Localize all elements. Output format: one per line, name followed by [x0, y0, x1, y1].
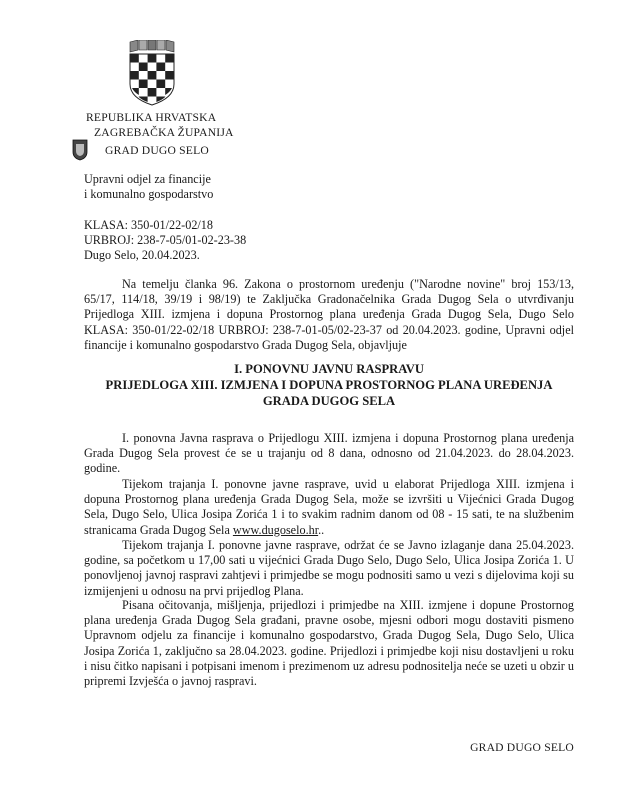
intro-paragraph: Na temelju članka 96. Zakona o prostornom uređenju ("Narodne novine" broj 153/13, 65/17, 114/18, 39/19 i 98/19) te Zaključka Gradonačelnika Grada Dugog Sela o utvrđivanju Prijedloga XIII. izmjena i dopuna Prostornog plana uređenja Grada Dugog Sela, Dugo Selo KLASA: 350-01/22-02/18 URBROJ: 238-7-01-05/02-23-37 od 20.04.2023. godine, Upravni odjel financije i komunalno gospodarstvo Grada Dugog Sela, objavljuje [84, 277, 574, 352]
urbroj: URBROJ: 238-7-05/01-02-23-38 [84, 233, 247, 247]
croatian-coat-of-arms-icon [126, 40, 178, 106]
paragraph-4: Pisana očitovanja, mišljenja, prijedlozi i primjedbe na XIII. izmjene i dopune Prostornog plana uređenja Grada Dugog Sela građani, pravne osobe, mjesni odbori mogu dostaviti pismeno Upravnom odjelu za financije i komunalno gospodarstvo, Grada Dugog Sela, Dugo Selo, Ulica Josipa Zorića 1, zaključno sa 28.04.2023. godine. Prijedlozi i primjedbe koji nisu dostavljeni u roku i nisu čitko napisani i potpisani imenom i prezimenom uz adresu podnositelja neće se uzeti u obzir u pripremi Izvješća o javnoj raspravi. [84, 598, 574, 689]
title-line-2: PRIJEDLOGA XIII. IZMJENA I DOPUNA PROSTORNOG PLANA UREĐENJA [105, 378, 553, 392]
paragraph-1: I. ponovna Javna rasprava o Prijedlogu XIII. izmjena i dopuna Prostornog plana uređenja Grada Dugog Sela provest će se u trajanju od 8 dana, odnosno od 21.04.2023. do 28.04.2023. godine. [84, 431, 574, 476]
town-emblem-icon [72, 139, 88, 161]
town-name: GRAD DUGO SELO [105, 144, 209, 157]
country-name: REPUBLIKA HRVATSKA [86, 111, 217, 124]
paragraph-3: Tijekom trajanja I. ponovne javne rasprave, održat će se Javno izlaganje dana 25.04.2023. godine, sa početkom u 17,00 sati u vijećnici Grada Dugo Selo, Dugo Selo, Ulica Josipa Zorića 1. U ponovljenoj javnoj raspravi zahtjevi i primjedbe se mogu podnositi samo u vezi s dijelovima koji su izmijenjeni u odnosu na prvi prijedlog Plana. [84, 538, 574, 598]
department-line-1: Upravni odjel za financije [84, 172, 211, 186]
klasa: KLASA: 350-01/22-02/18 [84, 218, 213, 232]
title-line-1: I. PONOVNU JAVNU RASPRAVU [234, 362, 424, 376]
signature: GRAD DUGO SELO [470, 741, 574, 754]
website-link[interactable]: www.dugoselo.hr [232, 522, 319, 537]
place-date: Dugo Selo, 20.04.2023. [84, 248, 200, 262]
department-line-2: i komunalno gospodarstvo [84, 187, 214, 201]
county-name: ZAGREBAČKA ŽUPANIJA [94, 126, 234, 139]
paragraph-2: Tijekom trajanja I. ponovne javne rasprave, uvid u elaborat Prijedloga XIII. izmjena i dopuna Prostornog plana uređenja Grada Dugog Sela, može se izvršiti u Vijećnici Grada Dugog Sela, Dugo Selo, Ulica Josipa Zorića 1 i to svakim radnim danom od 08 - 15 sati, te na službenim stranicama Grada Dugog Sela www.dugoselo.hr.. [84, 477, 574, 537]
title-line-3: GRADA DUGOG SELA [262, 394, 396, 408]
